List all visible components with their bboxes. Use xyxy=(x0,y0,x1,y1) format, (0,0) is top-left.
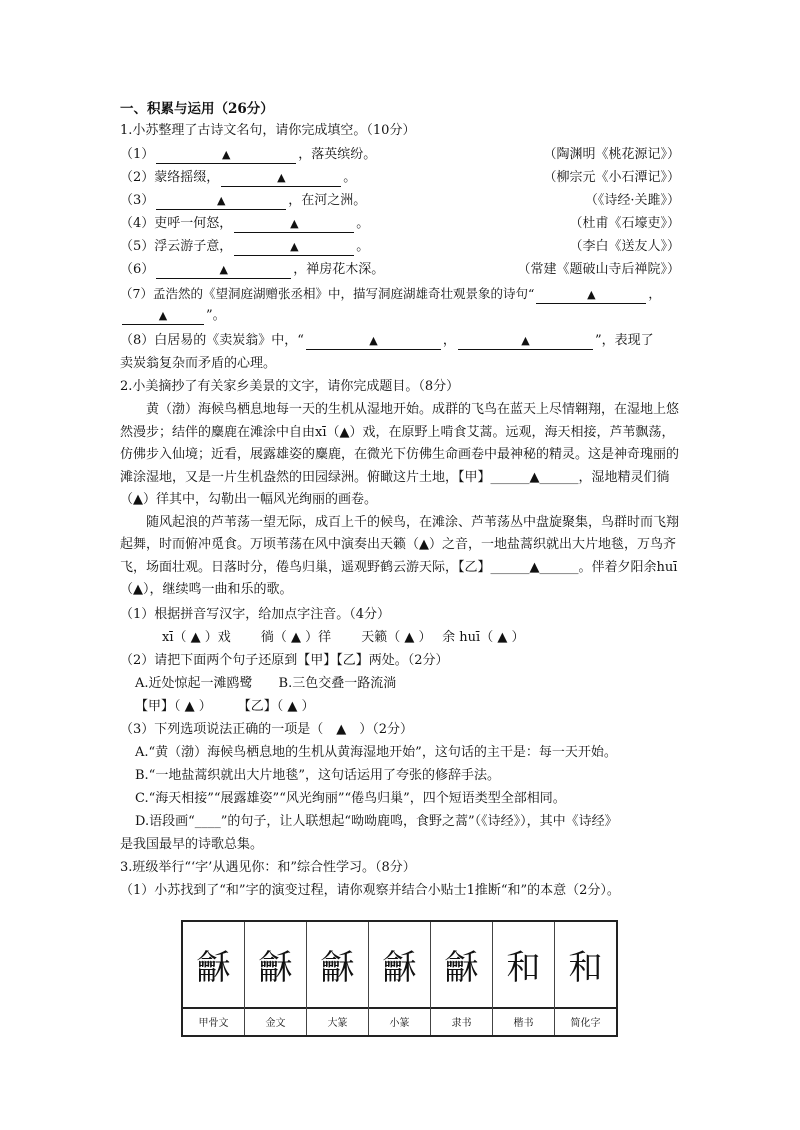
question-text: ”，表现了 xyxy=(594,333,654,348)
glyph-row xyxy=(183,922,616,1009)
poem-text: 吏呼一何怒， xyxy=(154,216,233,231)
item-number: （1） xyxy=(120,147,155,162)
regular-glyph: 和 xyxy=(506,948,541,988)
answer-blank[interactable] xyxy=(458,333,593,350)
poem-text: 。 xyxy=(343,170,357,185)
q1-item-8-cont: 卖炭翁复杂而矛盾的心理。 xyxy=(120,356,277,371)
small-seal-glyph: 龢 xyxy=(382,948,417,988)
answer-blank[interactable] xyxy=(306,333,441,350)
q1-item-1 xyxy=(120,144,680,166)
item-number: （5） xyxy=(120,239,155,254)
script-label: 甲骨文 xyxy=(183,1007,245,1035)
triangle-mark: ▲ xyxy=(587,288,596,301)
item-number: （3） xyxy=(120,193,155,208)
poem-source: （李白《送友人》） xyxy=(569,239,680,254)
answer-blank[interactable] xyxy=(156,262,291,279)
q2-option-d-cont: 是我国最早的诗歌总集。 xyxy=(120,837,264,852)
poem-source: （《诗经·关雎》） xyxy=(584,193,680,208)
q2-sub1-answers[interactable]: xī（ ▲ ）戏 徜（ ▲ ）徉 天籁（ ▲ ） 余 huī（ ▲ ） xyxy=(162,630,525,645)
poem-text: 浮云游子意， xyxy=(154,239,233,254)
glyph-cell xyxy=(555,922,616,1007)
answer-blank[interactable] xyxy=(156,147,296,164)
answer-blank[interactable] xyxy=(536,286,646,304)
question-text: （8）白居易的《卖炭翁》中，“ xyxy=(120,333,304,348)
triangle-mark: ▲ xyxy=(158,309,168,322)
triangle-mark: ▲ xyxy=(290,240,299,253)
q1-item-6 xyxy=(120,259,680,281)
poem-source: （柳宗元《小石潭记》） xyxy=(543,170,680,185)
clerical-glyph: 龢 xyxy=(444,948,479,988)
script-label: 小篆 xyxy=(369,1007,431,1035)
item-number: （2） xyxy=(120,170,155,185)
glyph-cell xyxy=(493,922,555,1007)
q1-item-7: （7）孟浩然的《望洞庭湖赠张丞相》中，描写洞庭湖雄奇壮观景象的诗句“ ▲ ， xyxy=(120,283,680,305)
triangle-mark: ▲ xyxy=(219,263,229,276)
q2-sub2-answers[interactable]: 【甲】（ ▲ ） 【乙】（ ▲ ） xyxy=(135,699,315,714)
triangle-mark: ▲ xyxy=(369,334,378,347)
glyph-cell xyxy=(245,922,307,1007)
triangle-mark: ▲ xyxy=(521,334,530,347)
script-label: 隶书 xyxy=(431,1007,493,1035)
passage xyxy=(120,399,680,602)
section-title: 一、积累与运用（26分） xyxy=(120,101,274,117)
passage-paragraph-1: 黄（渤）海候鸟栖息地每一天的生机从湿地开始。成群的飞鸟在蓝天上尽情翱翔，在湿地上悠然漫步；结伴的麋鹿在滩涂中自由xī（▲）戏，在原野上啃食艾蒿。远观，海天相接，芦苇飘荡，仿佛步入仙境；近看，展露雄姿的麋鹿，在微光下仿佛生命画卷中最神秘的精灵。这是神奇瑰丽的滩涂湿地，又是一片生机盎然的田园绿洲。俯瞰这片土地，【甲】______▲______，湿地精灵们徜（▲）徉其中，勾勒出一幅风光绚丽的画卷。 xyxy=(120,402,680,507)
q1-item-7-cont xyxy=(120,305,680,327)
script-label: 楷书 xyxy=(493,1007,555,1035)
answer-blank[interactable] xyxy=(234,216,354,233)
poem-text: ，落英缤纷。 xyxy=(298,147,377,162)
q2-option-d[interactable]: D.语段画“____”的句子，让人联想起“呦呦鹿鸣，食野之蒿”（《诗经》），其中《诗经》 xyxy=(135,814,618,829)
q1-item-3 xyxy=(120,190,680,212)
poem-text: ，禅房花木深。 xyxy=(293,262,385,277)
q1-item-4 xyxy=(120,213,680,235)
q1-title: 1.小苏整理了古诗文名句，请你完成填空。（10分） xyxy=(120,123,416,138)
answer-blank[interactable] xyxy=(234,239,354,256)
poem-text: ，在河之洲。 xyxy=(288,193,367,208)
oracle-bone-glyph: 龢 xyxy=(196,948,231,988)
poem-source: （杜甫《石壕吏》） xyxy=(569,216,680,231)
label-row xyxy=(183,1007,616,1035)
script-label: 简化字 xyxy=(570,1017,601,1029)
poem-text: 。 xyxy=(356,239,370,254)
glyph-cell xyxy=(431,922,493,1007)
character-evolution-figure xyxy=(181,920,618,1037)
answer-blank[interactable] xyxy=(122,308,204,325)
question-text: ”。 xyxy=(206,308,226,323)
q2-title: 2.小美摘抄了有关家乡美景的文字，请你完成题目。（8分） xyxy=(120,379,460,394)
bronze-glyph: 龢 xyxy=(258,948,293,988)
q1-item-8: （8）白居易的《卖炭翁》中，“ ▲ ， ▲ ”，表现了 xyxy=(120,333,654,348)
poem-source: （常建《题破山寺后禅院》） xyxy=(517,262,680,277)
q2-option-c[interactable]: C.“海天相接”“展露雄姿”“风光绚丽”“倦鸟归巢”，四个短语类型全部相同。 xyxy=(135,791,566,806)
question-text: （7）孟浩然的《望洞庭湖赠张丞相》中，描写洞庭湖雄奇壮观景象的诗句“ xyxy=(120,286,535,301)
q2-option-a[interactable]: A.“黄（渤）海候鸟栖息地的生机从黄海湿地开始”，这句话的主干是：每一天开始。 xyxy=(135,745,617,760)
item-number: （4） xyxy=(120,216,155,231)
q2-option-b[interactable]: B.“一地盐蒿织就出大片地毯”，这句话运用了夸张的修辞手法。 xyxy=(135,768,500,783)
script-label: 大篆 xyxy=(307,1007,369,1035)
q2-sub2: （2）请把下面两个句子还原到【甲】【乙】两处。（2分） xyxy=(120,653,449,668)
poem-text: 蒙络摇缀， xyxy=(154,170,220,185)
q3-sub1: （1）小苏找到了“和”字的演变过程，请你观察并结合小贴士1推断“和”的本意（2分）。 xyxy=(120,883,620,898)
q2-sub3: （3）下列选项说法正确的一项是（ ▲ ）（2分） xyxy=(120,722,414,737)
script-label: 金文 xyxy=(245,1007,307,1035)
q2-sub2-options: A.近处惊起一滩鸥鹭 B.三色交叠一路流淌 xyxy=(135,676,397,691)
glyph-cell xyxy=(307,922,369,1007)
item-number: （6） xyxy=(120,262,155,277)
triangle-mark: ▲ xyxy=(277,171,286,184)
triangle-mark: ▲ xyxy=(217,194,226,207)
q3-title: 3.班级举行“‘字’从遇见你：和”综合性学习。（8分） xyxy=(120,860,416,875)
large-seal-glyph: 龢 xyxy=(320,948,355,988)
triangle-mark: ▲ xyxy=(290,217,299,230)
triangle-mark: ▲ xyxy=(222,148,231,161)
answer-blank[interactable] xyxy=(221,170,341,187)
poem-text: 。 xyxy=(356,216,370,231)
simplified-glyph: 和 xyxy=(568,948,603,988)
glyph-cell xyxy=(369,922,431,1007)
q1-item-2 xyxy=(120,167,680,189)
poem-source: （陶渊明《桃花源记》） xyxy=(543,147,680,162)
glyph-cell xyxy=(183,922,245,1007)
q1-item-5 xyxy=(120,236,680,258)
q2-sub1: （1）根据拼音写汉字，给加点字注音。（4分） xyxy=(120,607,391,622)
passage-paragraph-2: 随风起浪的芦苇荡一望无际，成百上千的候鸟，在滩涂、芦苇荡丛中盘旋聚集，鸟群时而飞翔起舞，时而俯冲觅食。万顷苇荡在风中演奏出天籁（▲）之音，一地盐蒿织就出大片地毯，万鸟齐飞，场面壮观。日落时分，倦鸟归巢，遥观野鹤云游天际，【乙】______▲______。伴着夕阳余huī（▲），继续鸣一曲和乐的歌。 xyxy=(120,514,680,597)
answer-blank[interactable] xyxy=(156,193,286,210)
